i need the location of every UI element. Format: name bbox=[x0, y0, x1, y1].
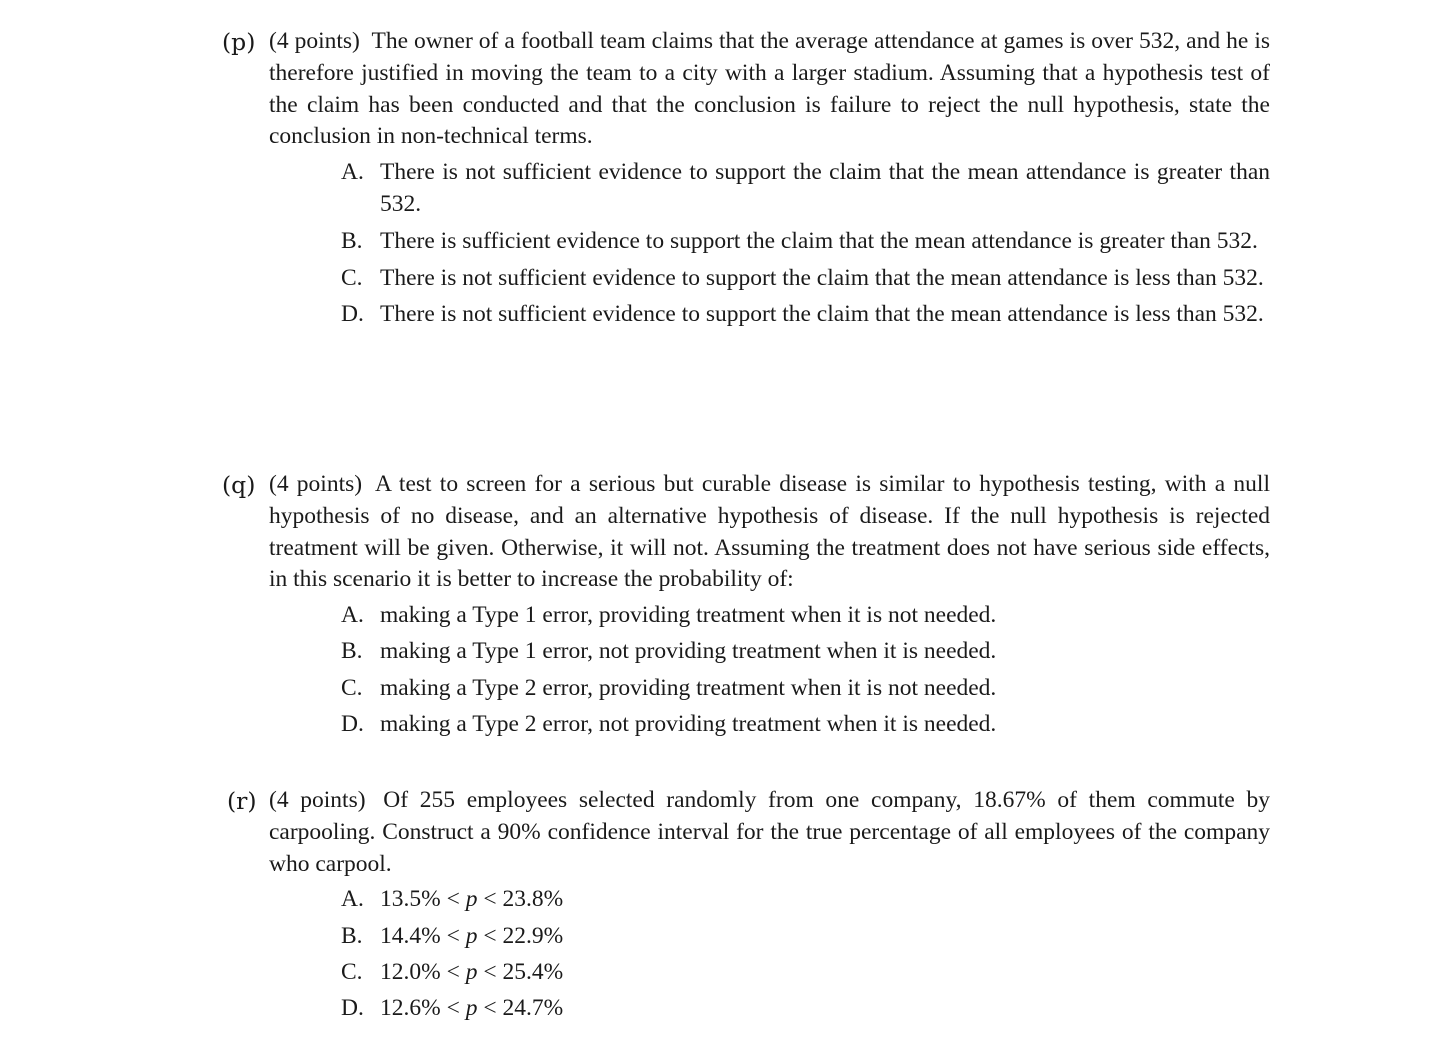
option-text: There is not sufficient evidence to support the claim that the mean attendance is greater than 532. bbox=[380, 159, 1270, 217]
interval-upper: 25.4% bbox=[502, 958, 564, 985]
less-than: < bbox=[446, 886, 460, 913]
less-than: < bbox=[483, 958, 497, 985]
option-letter: B. bbox=[341, 922, 363, 949]
option-letter: C. bbox=[341, 674, 363, 701]
less-than: < bbox=[446, 958, 460, 985]
question-q bbox=[222, 469, 1270, 745]
option-letter: B. bbox=[341, 638, 363, 665]
question-points: (4 points) bbox=[269, 28, 360, 54]
interval-variable: p bbox=[465, 922, 478, 949]
answer-options bbox=[222, 600, 1270, 741]
option-text: There is not sufficient evidence to support the claim that the mean attendance is less than 532. bbox=[380, 301, 1264, 328]
option-b[interactable] bbox=[341, 921, 1270, 953]
option-letter: D. bbox=[341, 301, 364, 328]
answer-options bbox=[222, 884, 1270, 1025]
interval-lower: 12.6% bbox=[380, 995, 441, 1022]
option-letter: A. bbox=[341, 602, 364, 629]
less-than: < bbox=[483, 922, 497, 949]
less-than: < bbox=[483, 995, 497, 1022]
option-c[interactable] bbox=[341, 673, 1270, 705]
option-d[interactable] bbox=[341, 993, 1270, 1025]
option-text: making a Type 2 error, not providing treatment when it is needed. bbox=[380, 711, 997, 738]
option-text: There is sufficient evidence to support the claim that the mean attendance is greater than 532. bbox=[380, 227, 1258, 254]
question-text bbox=[269, 785, 1270, 880]
question-label: (p) bbox=[222, 28, 256, 56]
question-prompt: The owner of a football team claims that the average attendance at games is over 532, and he is therefore justified in moving the team to a city with a larger stadium. Assuming that a hypothesis test of the claim has been conducted and that the conclusion is failure to reject the null hypothesis, state the conclusion in non-technical terms. bbox=[269, 28, 1271, 150]
less-than: < bbox=[483, 886, 497, 913]
less-than: < bbox=[446, 995, 460, 1022]
option-text: making a Type 1 error, providing treatment when it is not needed. bbox=[380, 602, 997, 629]
option-letter: D. bbox=[341, 711, 364, 738]
option-text: There is not sufficient evidence to support the claim that the mean attendance is less than 532. bbox=[380, 264, 1264, 291]
question-prompt: Of 255 employees selected randomly from one company, 18.67% of them commute by carpooling. Construct a 90% confidence interval for the true percentage of all employees of the company who carpool. bbox=[269, 787, 1271, 877]
interval-variable: p bbox=[465, 995, 478, 1022]
question-points: (4 points) bbox=[269, 787, 366, 813]
option-letter: C. bbox=[341, 958, 363, 985]
option-c[interactable] bbox=[341, 263, 1270, 295]
question-p bbox=[222, 26, 1270, 336]
interval-lower: 14.4% bbox=[380, 922, 441, 949]
question-points: (4 points) bbox=[269, 471, 363, 497]
interval-upper: 22.9% bbox=[502, 922, 564, 949]
option-letter: B. bbox=[341, 227, 363, 254]
option-a[interactable] bbox=[341, 884, 1270, 916]
option-d[interactable] bbox=[341, 709, 1270, 741]
question-text bbox=[269, 26, 1270, 153]
question-label: (r) bbox=[227, 787, 257, 815]
less-than: < bbox=[446, 922, 460, 949]
interval-upper: 23.8% bbox=[502, 886, 564, 913]
question-r bbox=[222, 785, 1270, 1030]
option-letter: C. bbox=[341, 264, 363, 291]
option-c[interactable] bbox=[341, 957, 1270, 989]
interval-variable: p bbox=[465, 958, 478, 985]
option-d[interactable] bbox=[341, 299, 1270, 331]
interval-lower: 12.0% bbox=[380, 958, 441, 985]
question-label: (q) bbox=[222, 471, 256, 499]
option-letter: D. bbox=[341, 995, 364, 1022]
option-a[interactable] bbox=[341, 157, 1270, 221]
option-letter: A. bbox=[341, 886, 364, 913]
option-b[interactable] bbox=[341, 636, 1270, 668]
interval-variable: p bbox=[465, 886, 478, 913]
interval-upper: 24.7% bbox=[502, 995, 564, 1022]
option-text: making a Type 1 error, not providing treatment when it is needed. bbox=[380, 638, 997, 665]
question-text bbox=[269, 469, 1270, 596]
option-text: making a Type 2 error, providing treatment when it is not needed. bbox=[380, 674, 997, 701]
answer-options bbox=[222, 157, 1270, 331]
option-a[interactable] bbox=[341, 600, 1270, 632]
option-letter: A. bbox=[341, 159, 364, 186]
interval-lower: 13.5% bbox=[380, 886, 441, 913]
option-b[interactable] bbox=[341, 226, 1270, 258]
question-prompt: A test to screen for a serious but curable disease is similar to hypothesis testing, with a null hypothesis of no disease, and an alternative hypothesis of disease. If the null hypothesis is rejected treatment will be given. Otherwise, it will not. Assuming the treatment does not have serious side effects, in this scenario it is better to increase the probability of: bbox=[269, 471, 1270, 593]
